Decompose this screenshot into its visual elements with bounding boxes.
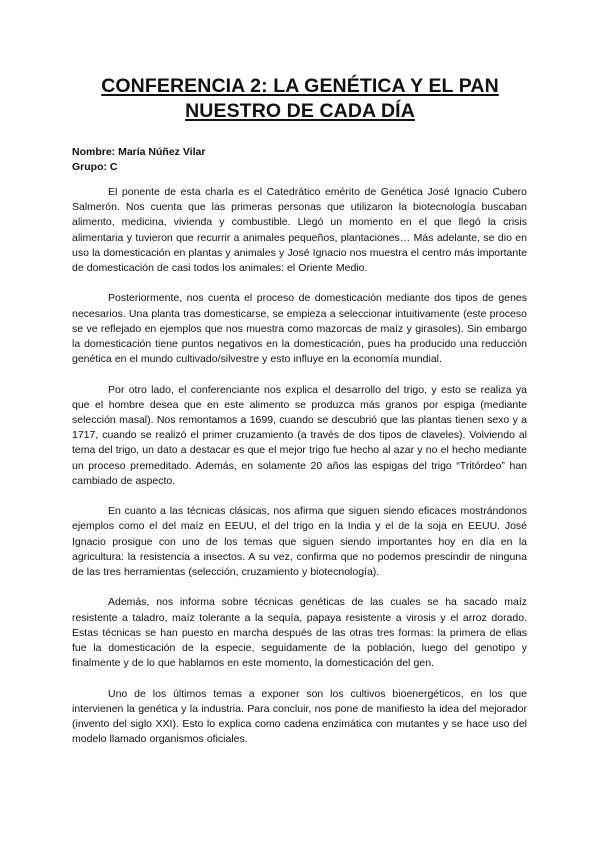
paragraph-4: En cuanto a las técnicas clásicas, nos afirma que siguen siendo eficaces mostrándonos ejemplos como el del maíz en EEUU, el del trigo en la India y el de la soja en EEUU. José Ignacio prosigue con uno de los temas que siguen siendo importantes hoy en día en la agricultura: la resistencia a insectos. A su vez, confirma que no podemos prescindir de ninguna de las tres herramientas (selección, cruzamiento y biotecnología). [72,505,527,579]
author-group: Grupo: C [72,161,118,173]
author-name: Nombre: María Núñez Vilar [72,146,206,158]
paragraph-6: Uno de los últimos temas a exponer son los cultivos bioenergéticos, en los que intervienen la genética y la industria. Para concluir, nos pone de manifiesto la idea del mejorador (invento del siglo XXI). Esto lo explica como cadena enzimática con mutantes y se hace uso del modelo llamado organismos oficiales. [72,687,527,746]
paragraph-3: Por otro lado, el conferenciante nos explica el desarrollo del trigo, y esto se realiza ya que el hombre desea que en este alimento se produzca más granos por espiga (mediante selección masal). Nos remontamos a 1699, cuando se descubrió que las plantas tienen sexo y a 1717, cuando se realizó el primer cruzamiento (a través de dos tipos de claveles). Volviendo al tema del trigo, un dato a destacar es que el mejor trigo fue hecho al azar y no el hecho mediante un proceso premeditado. Además, en solamente 20 años las espigas del trigo “Tritórdeo” han cambiado de aspecto. [72,383,527,487]
document-title: CONFERENCIA 2: LA GENÉTICA Y EL PAN NUESTRO DE CADA DÍA [101,75,499,122]
paragraph-5: Además, nos informa sobre técnicas genéticas de las cuales se ha sacado maíz resistente a taladro, maíz tolerante a la sequía, papaya resistente a virosis y el arroz dorado. Estas técnicas se han puesto en marcha después de las otras tres formas: la primera de ellas fue la domesticación de la especie, seguidamente de la población, luego del genotipo y finalmente y de lo que hablamos en este momento, la domesticación del gen. [72,596,527,670]
author-info [72,145,205,175]
paragraph-1: El ponente de esta charla es el Catedrático emérito de Genética José Ignacio Cubero Salmerón. Nos cuenta que las primeras personas que utilizaron la biotecnología buscaban alimento, medicina, vivienda y combustible. Llegó un momento en el que llegó la crisis alimentaria y tuvieron que recurrir a animales pequeños, plantaciones… Más adelante, se dio en uso la domesticación en plantas y animales y José Ignacio nos muestra el centro más importante de domesticación de casi todos los animales: el Oriente Medio. [72,186,527,275]
paragraph-2: Posteriormente, nos cuenta el proceso de domesticación mediante dos tipos de genes necesarios. Una planta tras domesticarse, se empieza a seleccionar intuitivamente (este proceso se ve reflejado en ejemplos que nos muestra como mazorcas de maíz y girasoles). Sin embargo la domesticación tiene puntos negativos en la domesticación, pues ha producido una reducción genética en el mundo cultivado/silvestre y esto influye en la economía mundial. [72,292,527,366]
document-body [72,185,527,763]
